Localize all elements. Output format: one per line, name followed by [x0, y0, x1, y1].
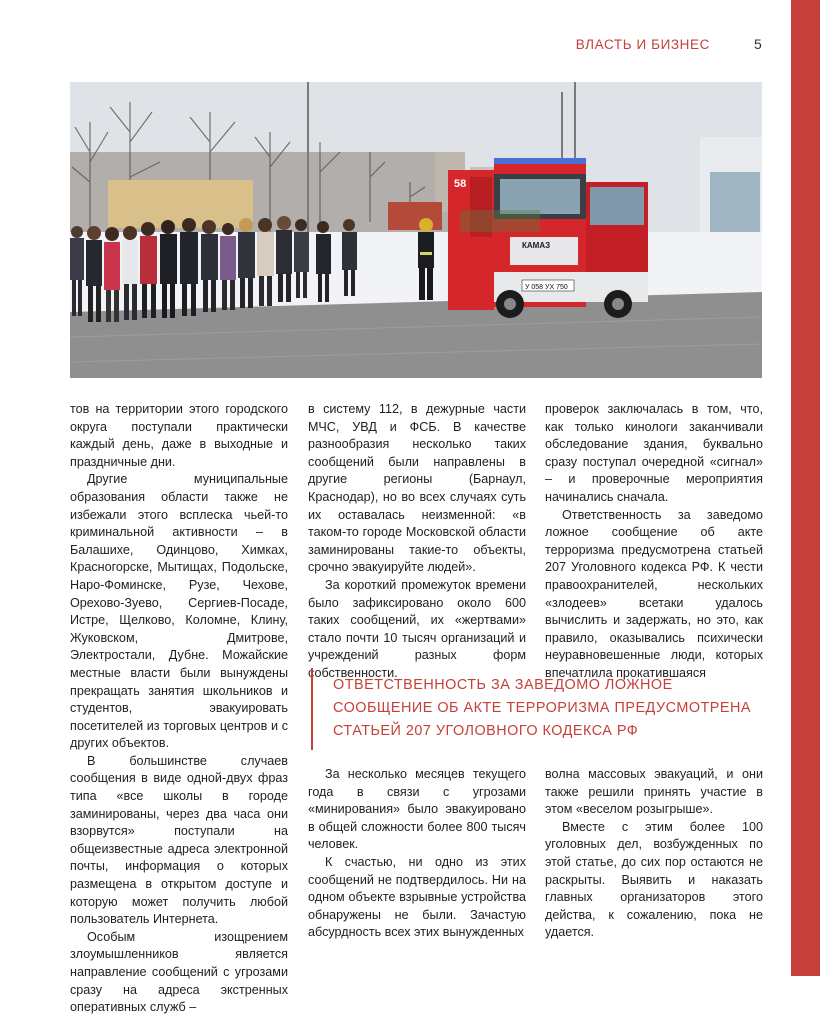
section-title: ВЛАСТЬ И БИЗНЕС — [575, 37, 710, 52]
paragraph: Ответственность за заведомо ложное сообщение об акте терроризма предусмотрена статьей 207 Уголовного кодекса РФ. К чести правоохранителей, нескольких «злодеев» всетаки удалось вычислить и задержать, но это, как правило, оказывались психически неуравновешенные люди, которых впечатлила прокатившаяся — [545, 507, 763, 680]
news-photo — [70, 82, 762, 378]
article-column-1 — [70, 401, 288, 1017]
paragraph: волна массовых эвакуаций, и они также решили принять участие в этом «веселом розыгрыше». — [545, 767, 763, 817]
red-roof-building — [388, 202, 442, 230]
yellow-building — [108, 180, 253, 228]
truck-brand: КАМАЗ — [522, 241, 551, 250]
article-column-2 — [308, 401, 526, 683]
paragraph: Вместе с этим более 100 уголовных дел, возбужденных по этой статье, до сих пор остаются не раскрыты. Выявить и наказать главных организаторов этого действа, к сожалению, пока не удается. — [545, 819, 763, 940]
article-column-3 — [545, 401, 763, 683]
building-window — [710, 172, 760, 232]
fire-drill-illustration — [70, 82, 762, 378]
paragraph: проверок заключалась в том, что, как только кинологи заканчивали обследование здания, буквально сразу поступал очередной «сигнал» – и проверочные мероприятия начинались сначала. — [545, 402, 763, 504]
paragraph: В большинстве случаев сообщения в виде одной-двух фраз типа «все школы в городе заминированы, через два часа они взорвутся» поступали на общеизвестные адреса электронной почты, информация о которых размещена в открытом доступе и которую может получить любой пользователь Интернета. — [70, 753, 288, 927]
side-accent-bar — [791, 0, 820, 976]
paragraph: тов на территории этого городского округа поступали практически каждый день, даже в выходные и праздничные дни. — [70, 402, 288, 469]
article-column-2-continued — [308, 766, 526, 942]
fence — [460, 210, 540, 232]
paragraph: в систему 112, в дежурные части МЧС, УВД и ФСБ. В качестве разнообразия несколько таких сообщений были направлены в другие регионы (Барнаул, Краснодар), но во всех случаях суть их оставалась неизменной: «в таком-то городе Московской области заминированы такие-то объекты, срочно эвакуируйте людей». — [308, 402, 526, 575]
page-number: 5 — [754, 36, 762, 52]
paragraph: Особым изощрением злоумышленников является направление сообщений с угрозами сразу на адреса экстренных оперативных служб – — [70, 929, 288, 1015]
paragraph: За несколько месяцев текущего года в связи с угрозами «минирования» было эвакуировано в общей сложности более 800 тысяч человек. — [308, 767, 526, 852]
license-plate: У 058 УХ 750 — [525, 284, 568, 291]
paragraph: За короткий промежуток времени было зафиксировано около 600 таких сообщений, их «жертвами» стало почти 10 тысяч организаций и учреждений разных форм собственности. — [308, 577, 526, 680]
fire-truck — [448, 158, 648, 318]
article-column-3-continued — [545, 766, 763, 942]
paragraph: Другие муниципальные образования области также не избежали этого всплеска чьей-то криминальной активности – в Балашихе, Одинцово, Химках, Красногорске, Мытищах, Подольске, Наро-Фоминске, Рузе, Чехове, Орехово-Зуево, Сергиев-Посаде, Истре, Щелково, Коломне, Клину, Жуковском, Дмитрове, Электростали, Дубне. Можайские местные власти были вынуждены прекращать занятия школьников и студентов, эвакуировать посетителей из торговых центров и с других объектов. — [70, 472, 288, 751]
pull-quote-text: ОТВЕТСТВЕННОСТЬ ЗА ЗАВЕДОМО ЛОЖНОЕ СООБЩЕНИЕ ОБ АКТЕ ТЕРРОРИЗМА ПРЕДУСМОТРЕНА СТАТЬЕЙ 207 УГОЛОВНОГО КОДЕКСА РФ — [333, 677, 751, 739]
paragraph: К счастью, ни одно из этих сообщений не подтвердилось. Ни на одном объекте взрывные устройства обнаружены не были. Зачастую абсурдность всех этих вынужденных — [308, 854, 526, 940]
truck-number: 58 — [454, 178, 467, 190]
pull-quote — [311, 668, 765, 750]
